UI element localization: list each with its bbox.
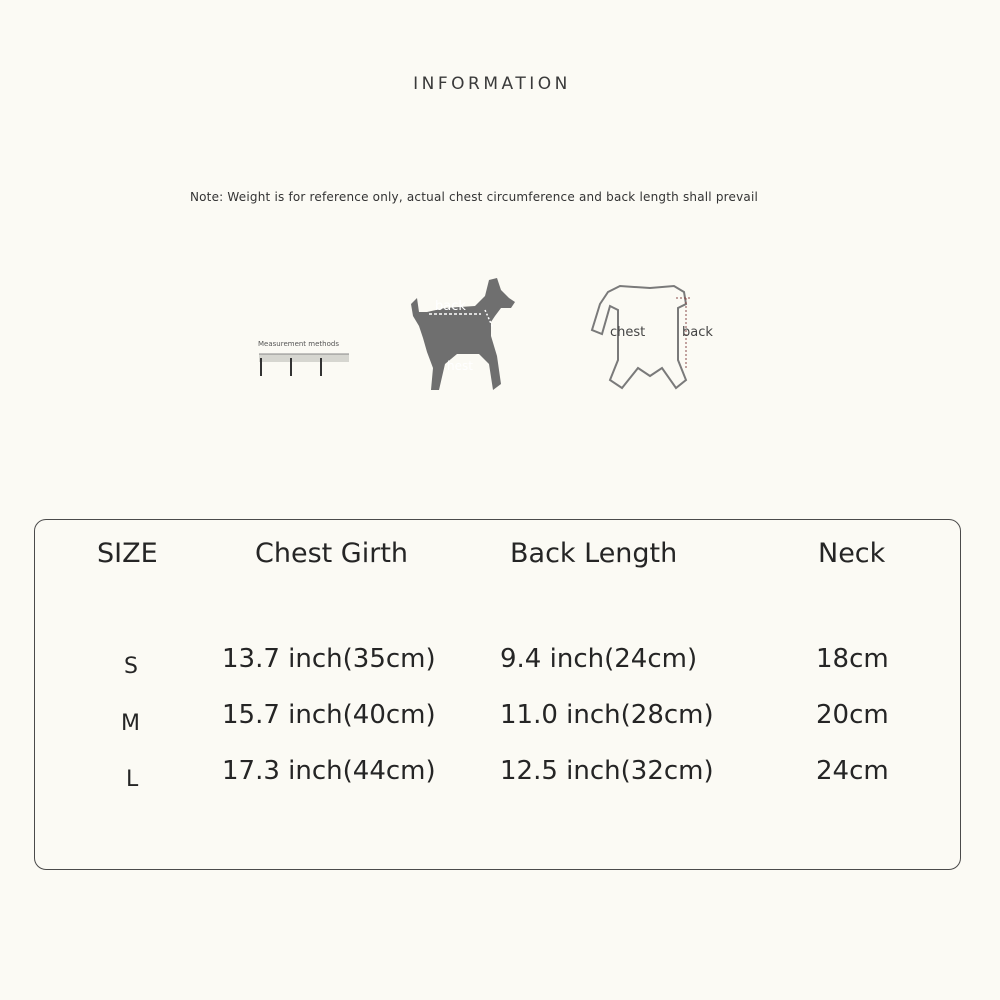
dog-chest-label: hest <box>447 359 473 373</box>
size-table <box>34 519 961 870</box>
size-m: M <box>121 711 140 736</box>
chest-s: 13.7 inch(35cm) <box>222 644 436 674</box>
measurement-methods <box>258 340 358 380</box>
neck-l: 24cm <box>816 756 889 786</box>
header-chest-girth: Chest Girth <box>255 538 409 569</box>
shirt-chest-label: chest <box>610 325 646 340</box>
chest-m: 15.7 inch(40cm) <box>222 700 436 730</box>
measurement-methods-label: Measurement methods <box>258 340 339 348</box>
header-size: SIZE <box>97 538 158 569</box>
dog-silhouette-icon <box>405 276 517 396</box>
header-back-length: Back Length <box>510 538 678 569</box>
back-m: 11.0 inch(28cm) <box>500 700 714 730</box>
shirt-back-label: back <box>682 325 713 340</box>
size-s: S <box>124 654 138 679</box>
size-l: L <box>126 767 139 792</box>
page-title: INFORMATION <box>413 74 571 94</box>
reference-note: Note: Weight is for reference only, actual chest circumference and back length shall prevail <box>189 190 759 204</box>
header-neck: Neck <box>818 538 886 569</box>
dog-back-label: back <box>435 299 466 314</box>
back-l: 12.5 inch(32cm) <box>500 756 714 786</box>
chest-l: 17.3 inch(44cm) <box>222 756 436 786</box>
neck-m: 20cm <box>816 700 889 730</box>
neck-s: 18cm <box>816 644 889 674</box>
ruler-icon <box>258 340 354 380</box>
back-s: 9.4 inch(24cm) <box>500 644 698 674</box>
shirt-outline-icon <box>580 284 720 396</box>
